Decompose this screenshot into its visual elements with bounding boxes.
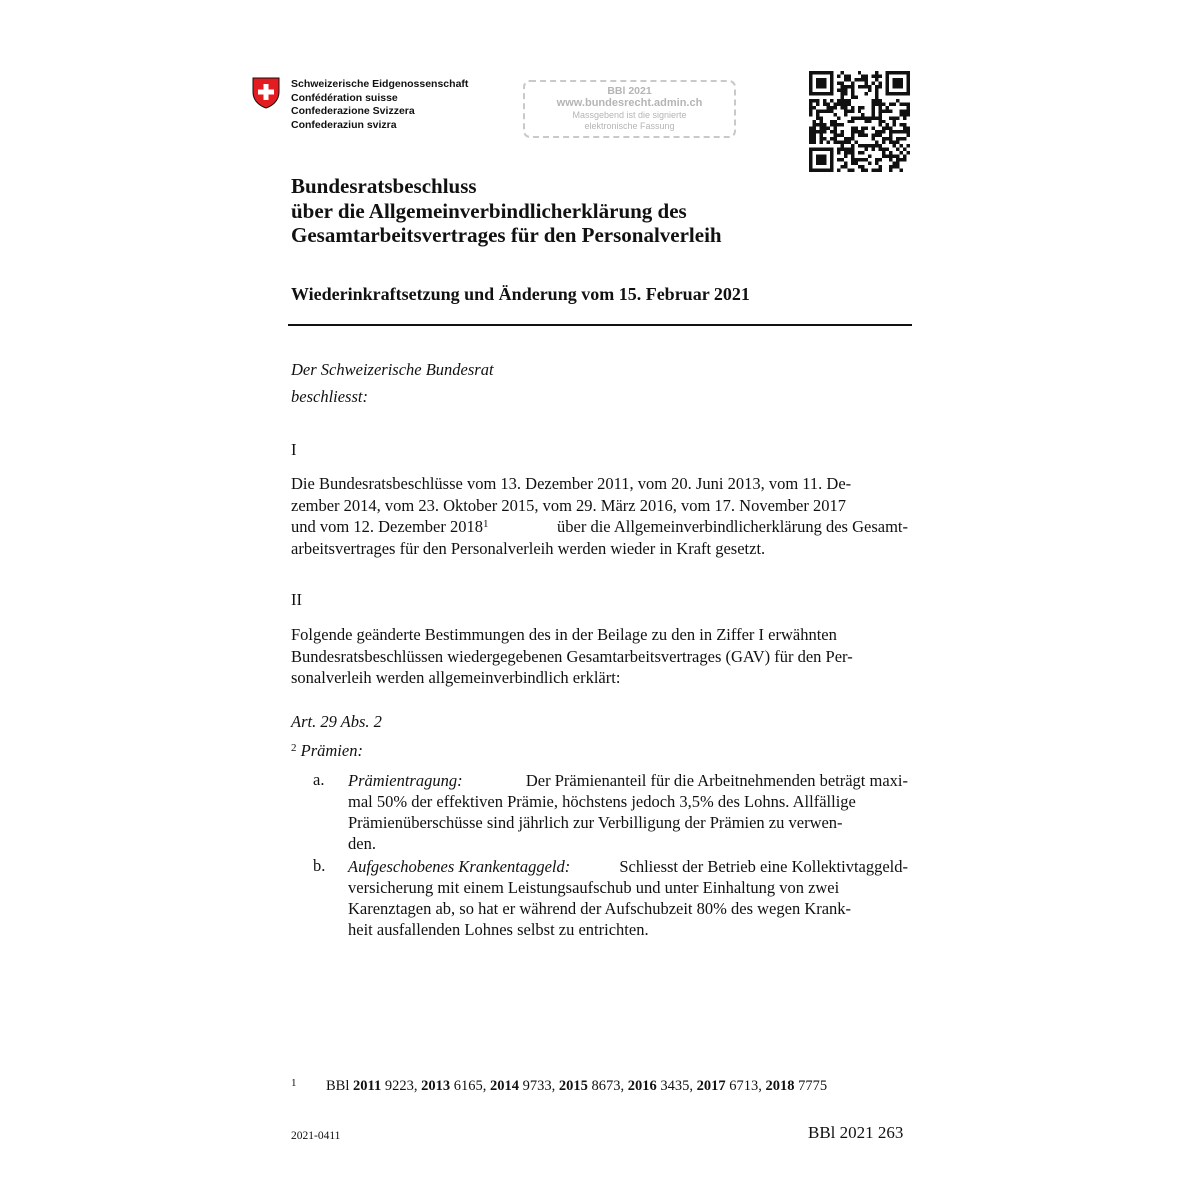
footnote-references: 2011 9223, 2013 6165, 2014 9733, 2015 8673, 2016 3435, 2017 6713, 2018 7775 [353, 1078, 828, 1094]
item-line [348, 770, 908, 791]
item-line: den. [348, 834, 376, 853]
paragraph-number: 2 [291, 742, 297, 754]
item-line: Prämienüberschüsse sind jährlich zur Verbilligung der Prämien zu verwen- [348, 813, 843, 832]
document-title [291, 174, 722, 248]
document-number: 2021-0411 [291, 1130, 341, 1142]
stamp-line: Massgebend ist die signierte [572, 110, 687, 120]
section-heading-i: I [291, 440, 297, 459]
paragraph-line: Bundesratsbeschlüssen wiedergegebenen Gesamtarbeitsvertrages (GAV) für den Per- [291, 646, 853, 666]
page-reference: BBl 2021 263 [808, 1123, 904, 1142]
article-reference: Art. 29 Abs. 2 [291, 712, 382, 731]
qr-code-icon [809, 71, 910, 172]
document-subtitle: Wiederinkraftsetzung und Änderung vom 15. Februar 2021 [291, 284, 750, 304]
paragraph-text: über die Allgemeinverbindlicherklärung des Gesamt- [557, 517, 908, 536]
paragraph-text: und vom 12. Dezember 2018$^1$ [291, 517, 489, 536]
footnote-year: 2014 [489, 1078, 519, 1094]
section-ii-paragraph [291, 624, 908, 689]
paragraph-line [291, 516, 908, 538]
item-text: Schliesst der Betrieb eine Kollektivtaggeld- [619, 857, 908, 876]
stamp-url[interactable]: www.bundesrecht.admin.ch [556, 97, 703, 109]
confederation-names [291, 78, 468, 132]
footnote-year: 2018 [765, 1078, 795, 1094]
list-marker: a. [313, 770, 325, 789]
confederation-line: Schweizerische Eidgenossenschaft [291, 78, 469, 90]
swiss-coat-of-arms-icon [252, 77, 280, 109]
footnote-year: 2016 [627, 1078, 657, 1094]
footnote-year: 2013 [421, 1078, 451, 1094]
section-heading-ii: II [291, 590, 302, 609]
publication-stamp [523, 80, 736, 138]
list-marker: b. [313, 856, 326, 875]
item-line: heit ausfallenden Lohnes selbst zu entrichten. [348, 920, 649, 939]
confederation-line: Confederazione Svizzera [291, 105, 415, 117]
item-label: Prämientragung: [348, 771, 463, 790]
footnote-year: 2015 [558, 1078, 588, 1094]
footnote-text [326, 1078, 827, 1095]
item-line: versicherung mit einem Leistungsaufschub und unter Einhaltung von zwei [348, 878, 840, 897]
footnote-year: 2017 [696, 1078, 726, 1094]
footnote-ref[interactable]: 1 [483, 518, 489, 530]
confederation-line: Confederaziun svizra [291, 118, 397, 131]
item-line [348, 856, 908, 877]
title-line: Bundesratsbeschluss [291, 174, 477, 198]
paragraph-line: sonalverleih werden allgemeinverbindlich erklärt: [291, 668, 621, 687]
item-line: mal 50% der effektiven Prämie, höchstens jedoch 3,5% des Lohns. Allfällige [348, 792, 856, 811]
stamp-line: elektronische Fassung [584, 121, 675, 131]
item-text: Der Prämienanteil für die Arbeitnehmenden beträgt maxi- [525, 771, 908, 790]
preamble-line: Der Schweizerische Bundesrat [291, 360, 494, 379]
item-label: Aufgeschobenes Krankentaggeld: [348, 857, 571, 876]
paragraph-line: Die Bundesratsbeschlüsse vom 13. Dezember 2011, vom 20. Juni 2013, vom 11. De- [291, 474, 852, 493]
stamp-line: BBl 2021 [607, 85, 652, 97]
title-line: über die Allgemeinverbindlicherklärung des [291, 198, 687, 223]
article-paragraph-heading [291, 741, 363, 761]
paragraph-line: zember 2014, vom 23. Oktober 2015, vom 29. März 2016, vom 17. November 2017 [291, 495, 846, 515]
list-item [348, 770, 908, 854]
footnote-year: 2011 [353, 1078, 382, 1094]
confederation-line: Confédération suisse [291, 91, 398, 104]
paragraph-line: Folgende geänderte Bestimmungen des in der Beilage zu den in Ziffer I erwähnten [291, 625, 837, 644]
section-i-paragraph [291, 473, 908, 559]
preamble [291, 356, 494, 410]
paragraph-line: arbeitsvertrages für den Personalverleih werden wieder in Kraft gesetzt. [291, 538, 766, 558]
title-divider [288, 324, 912, 326]
footnote-prefix: BBl [326, 1078, 350, 1094]
footnote-number: 1 [291, 1077, 297, 1089]
title-line: Gesamtarbeitsvertrages für den Personalverleih [291, 223, 722, 247]
paragraph-label: Prämien: [300, 741, 363, 760]
list-item [348, 856, 908, 940]
preamble-line: beschliesst: [291, 387, 368, 406]
item-line: Karenztagen ab, so hat er während der Aufschubzeit 80% des wegen Krank- [348, 899, 852, 918]
